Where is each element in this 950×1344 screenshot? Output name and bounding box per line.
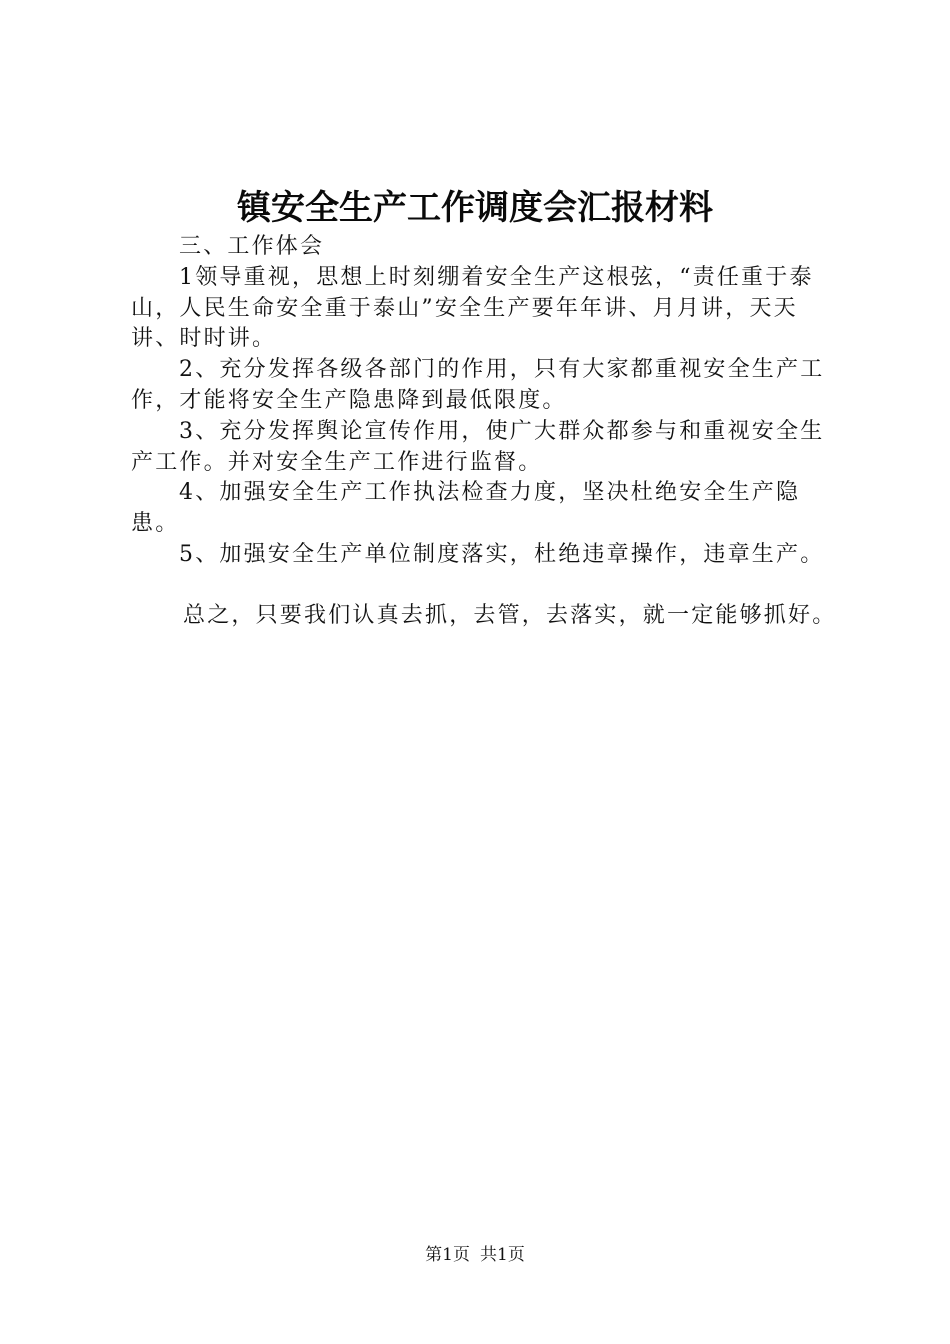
paragraph-3: 3、充分发挥舆论宣传作用，使广大群众都参与和重视安全生产工作。并对安全生产工作进行监督。 [131, 418, 825, 475]
page-footer [0, 1244, 950, 1266]
paragraph-5: 5、加强安全生产单位制度落实，杜绝违章操作，违章生产。 [179, 541, 825, 567]
page-number-total: 共1页 [480, 1245, 525, 1265]
document-body [131, 232, 843, 632]
paragraph-4: 4、加强安全生产工作执法检查力度，坚决杜绝安全生产隐患。 [131, 480, 801, 537]
section-heading: 三、工作体会 [179, 234, 325, 259]
conclusion-paragraph: 总之，只要我们认真去抓，去管，去落实，就一定能够抓好。 [183, 602, 837, 628]
paragraph-1: 1领导重视，思想上时刻绷着安全生产这根弦，“责任重于泰山，人民生命安全重于泰山”安全生产要年年讲、月月讲，天天讲、时时讲。 [131, 264, 814, 352]
page-number-current: 第1页 [425, 1245, 470, 1265]
document-title: 镇安全生产工作调度会汇报材料 [237, 188, 713, 228]
paragraph-2: 2、充分发挥各级各部门的作用，只有大家都重视安全生产工作，才能将安全生产隐患降到最低限度。 [131, 357, 825, 413]
